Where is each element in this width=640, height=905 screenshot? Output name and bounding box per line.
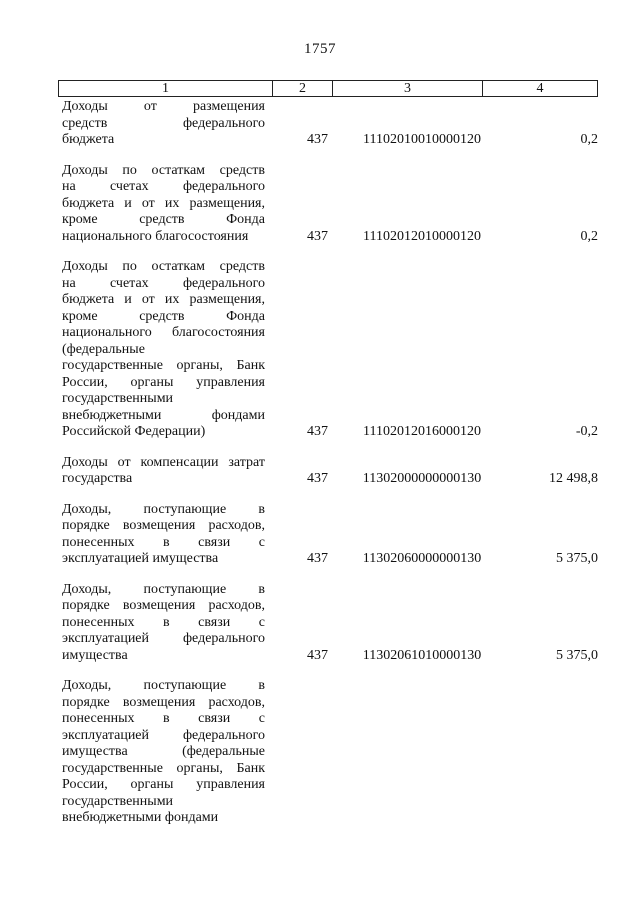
amount: -0,2 [575, 424, 598, 439]
revenue-name [62, 502, 265, 568]
budget-classification-code: 11102012016000120 [363, 424, 481, 439]
column-header-3: 3 [333, 81, 483, 96]
revenue-name-line: Доходы по остаткам средств [62, 259, 265, 274]
revenue-name-line: бюджета и от их размещения, [62, 195, 265, 211]
table-row [62, 678, 602, 827]
revenue-name-line: понесенных в связи с [62, 614, 265, 630]
revenue-name-line: понесенных в связи с [62, 711, 265, 726]
table-row [62, 502, 602, 568]
revenue-name [62, 678, 265, 827]
table-row [62, 455, 602, 488]
revenue-name-line: Доходы по остаткам средств [62, 162, 265, 178]
revenue-name-line: кроме средств Фонда [62, 212, 265, 227]
column-header-1: 1 [59, 81, 273, 96]
revenue-name-line: Доходы, поступающие в [62, 581, 265, 597]
revenue-name-line: Доходы от компенсации затрат [62, 454, 265, 470]
table-row [62, 99, 602, 149]
revenue-name-line: имущества [62, 647, 128, 663]
revenue-name-line: России, органы управления [62, 777, 265, 792]
revenue-name [62, 163, 265, 246]
table-row [62, 163, 602, 246]
revenue-name-line: государственные органы, Банк [62, 760, 265, 776]
budget-classification-code: 11302061010000130 [362, 647, 482, 663]
revenue-name [62, 582, 265, 665]
budget-classification-code: 11302060000000130 [362, 551, 482, 566]
revenue-name-line: государства [62, 471, 133, 486]
admin-code: 437 [307, 551, 328, 566]
revenue-name-line: на счетах федерального [62, 179, 265, 194]
revenue-name [62, 455, 265, 488]
amount: 0,2 [580, 228, 598, 244]
revenue-name [62, 259, 265, 441]
admin-code: 437 [307, 228, 328, 244]
revenue-name-line: средств федерального [62, 115, 265, 131]
revenue-name-line: бюджета [62, 132, 115, 147]
revenue-name-line: бюджета и от их размещения, [62, 292, 265, 307]
amount: 12 498,8 [549, 471, 598, 486]
amount: 5 375,0 [556, 551, 598, 566]
admin-code: 437 [307, 647, 328, 663]
table-header [58, 80, 598, 97]
column-header-4: 4 [536, 81, 544, 96]
admin-code: 437 [307, 471, 328, 486]
revenue-name-line: порядке возмещения расходов, [62, 694, 265, 710]
revenue-name-line: национального благосостояния [62, 325, 265, 340]
amount: 5 375,0 [556, 647, 598, 663]
amount: 0,2 [580, 132, 598, 147]
table-body [62, 99, 602, 841]
revenue-name-line: государственные органы, Банк [62, 358, 265, 373]
revenue-name-line: имущества (федеральные [62, 744, 265, 759]
revenue-name-line: Доходы от размещения [62, 99, 265, 114]
revenue-name-line: государственными [62, 391, 174, 406]
table-row [62, 259, 602, 441]
admin-code: 437 [307, 424, 328, 439]
revenue-name-line: внебюджетными фондами [62, 810, 219, 825]
admin-code: 437 [307, 132, 328, 147]
page-number: 1757 [304, 41, 336, 57]
revenue-name-line: Российской Федерации) [62, 424, 206, 439]
revenue-name [62, 99, 265, 149]
budget-classification-code: 11102010010000120 [363, 132, 481, 147]
revenue-name-line: внебюджетными фондами [62, 407, 265, 423]
revenue-name-line: эксплуатацией федерального [62, 727, 265, 743]
revenue-name-line: порядке возмещения расходов, [62, 518, 265, 533]
revenue-name-line: понесенных в связи с [62, 534, 265, 550]
revenue-name-line: кроме средств Фонда [62, 308, 265, 324]
revenue-name-line: порядке возмещения расходов, [62, 598, 265, 613]
revenue-name-line: на счетах федерального [62, 275, 265, 291]
revenue-name-line: России, органы управления [62, 374, 265, 390]
revenue-name-line: (федеральные [62, 341, 145, 357]
table-row [62, 582, 602, 665]
revenue-name-line: государственными [62, 793, 174, 809]
budget-classification-code: 11302000000000130 [362, 471, 482, 486]
column-header-2: 2 [273, 81, 333, 96]
revenue-name-line: Доходы, поступающие в [62, 678, 265, 693]
budget-classification-code: 11102012010000120 [363, 228, 481, 244]
revenue-name-line: национального благосостояния [62, 228, 249, 244]
revenue-name-line: эксплуатацией федерального [62, 631, 265, 646]
revenue-name-line: эксплуатацией имущества [62, 551, 219, 566]
revenue-name-line: Доходы, поступающие в [62, 501, 265, 517]
